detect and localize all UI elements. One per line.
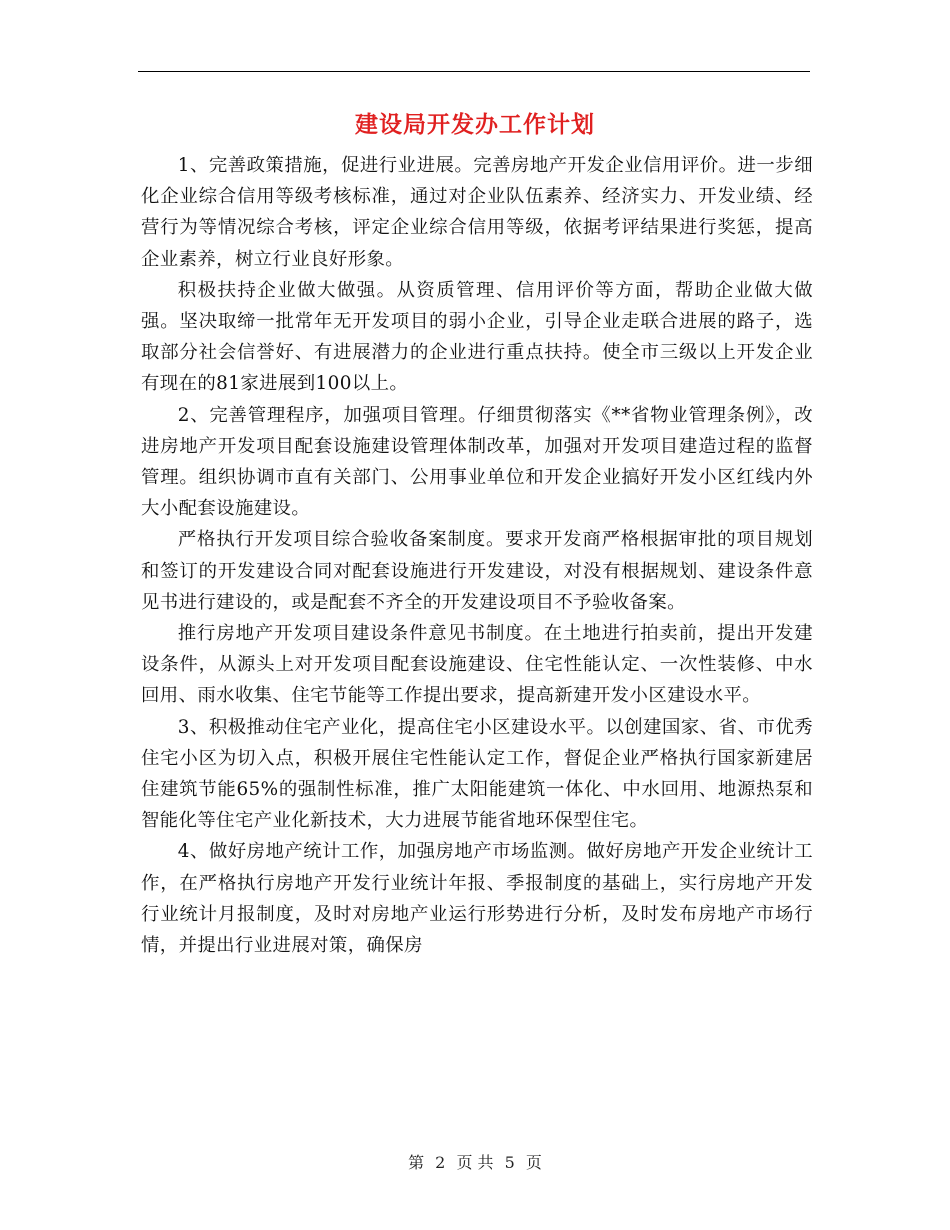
- paragraph-7: 4、做好房地产统计工作，加强房地产市场监测。做好房地产开发企业统计工作，在严格执行房地产开发行业统计年报、季报制度的基础上，实行房地产开发行业统计月报制度，及时对房地产业运行形势进行分析，及时发布房地产市场行情，并提出行业进展对策，确保房: [141, 841, 813, 957]
- document-title: 建设局开发办工作计划: [355, 112, 595, 138]
- paragraph-5: 推行房地产开发项目建设条件意见书制度。在土地进行拍卖前，提出开发建设条件，从源头上对开发项目配套设施建设、住宅性能认定、一次性装修、中水回用、雨水收集、住宅节能等工作提出要求，提高新建开发小区建设水平。: [141, 623, 813, 707]
- footer-current-page: 2: [435, 1153, 446, 1172]
- paragraph-2: 积极扶持企业做大做强。从资质管理、信用评价等方面，帮助企业做大做强。坚决取缔一批常年无开发项目的弱小企业，引导企业走联合进展的路子，选取部分社会信誉好、有进展潜力的企业进行重点扶持。使全市三级以上开发企业有现在的81家进展到100以上。: [141, 279, 813, 395]
- paragraph-4: 严格执行开发项目综合验收备案制度。要求开发商严格根据审批的项目规划和签订的开发建设合同对配套设施进行开发建设，对没有根据规划、建设条件意见书进行建设的，或是配套不齐全的开发建设项目不予验收备案。: [141, 529, 813, 613]
- header-rule: [138, 71, 810, 72]
- footer-total-pages: 5: [504, 1153, 515, 1172]
- footer-suffix: 页: [525, 1153, 542, 1172]
- footer-prefix: 第: [408, 1153, 425, 1172]
- footer-middle: 页 共: [456, 1153, 494, 1172]
- page-footer: [0, 1151, 950, 1175]
- paragraph-6: 3、积极推动住宅产业化，提高住宅小区建设水平。以创建国家、省、市优秀住宅小区为切入点，积极开展住宅性能认定工作，督促企业严格执行国家新建居住建筑节能65%的强制性标准，推广太阳能建筑一体化、中水回用、地源热泵和智能化等住宅产业化新技术，大力进展节能省地环保型住宅。: [141, 716, 813, 832]
- document-body: [141, 150, 813, 961]
- paragraph-1: 1、完善政策措施，促进行业进展。完善房地产开发企业信用评价。进一步细化企业综合信用等级考核标准，通过对企业队伍素养、经济实力、开发业绩、经营行为等情况综合考核，评定企业综合信用等级，依据考评结果进行奖惩，提高企业素养，树立行业良好形象。: [141, 155, 813, 270]
- paragraph-3: 2、完善管理程序，加强项目管理。仔细贯彻落实《**省物业管理条例》，改进房地产开发项目配套设施建设管理体制改革，加强对开发项目建造过程的监督管理。组织协调市直有关部门、公用事业单位和开发企业搞好开发小区红线内外大小配套设施建设。: [141, 404, 813, 520]
